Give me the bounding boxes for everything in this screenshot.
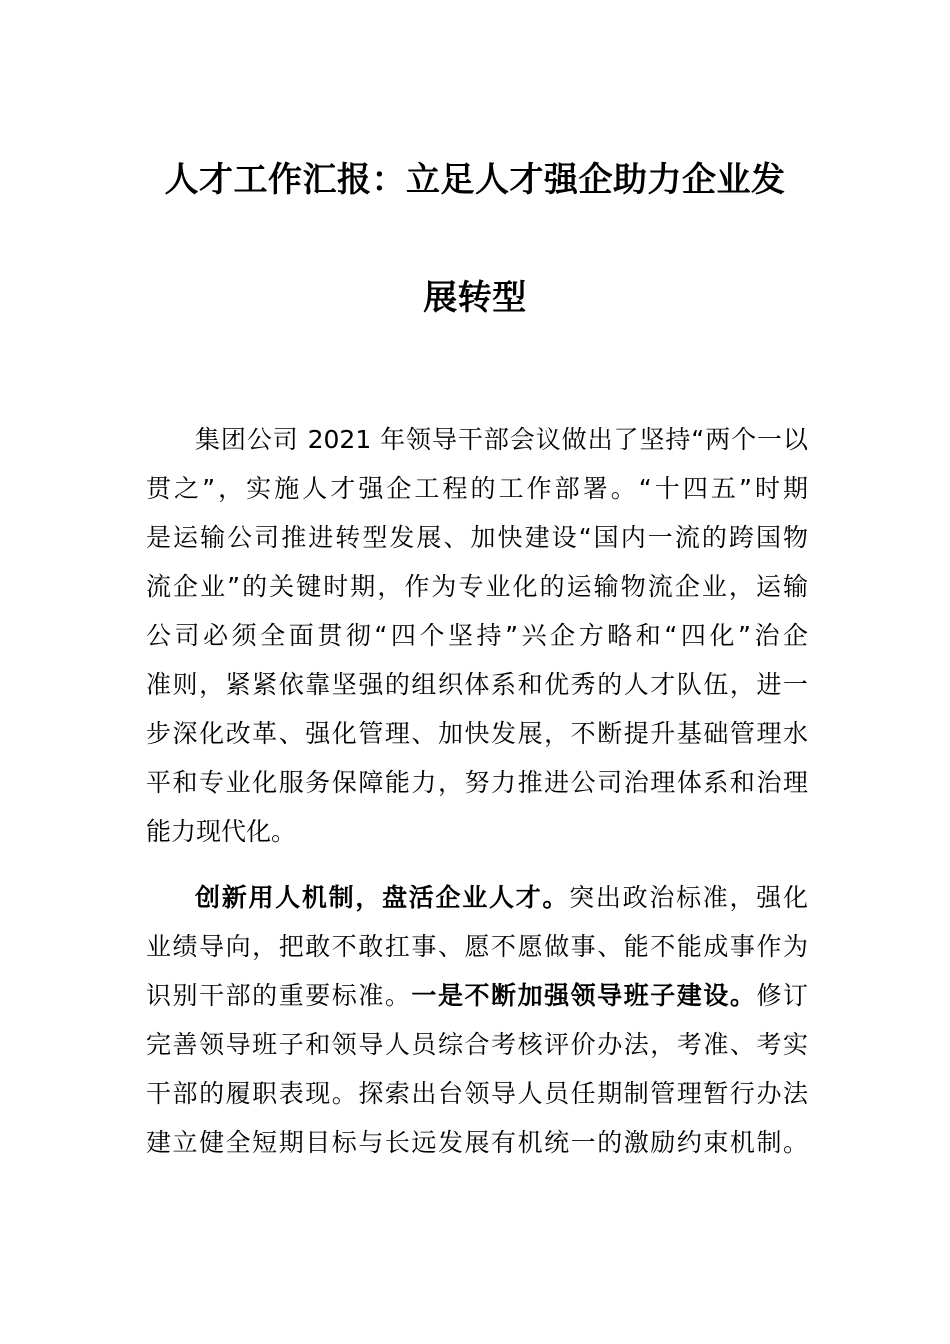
paragraph-2-line: 完善领导班子和领导人员综合考核评价办法，考准、考实 bbox=[146, 1030, 808, 1059]
paragraph-1-line: 流企业”的关键时期，作为专业化的运输物流企业，运输 bbox=[146, 572, 808, 601]
paragraph-2-line bbox=[195, 880, 808, 916]
paragraph-2-text: 突出政治标准，强化 bbox=[569, 883, 808, 912]
paragraph-1-line: 集团公司 2021 年领导干部会议做出了坚持“两个一以 bbox=[195, 425, 808, 454]
paragraph-2-line: 建立健全短期目标与长远发展有机统一的激励约束机制。 bbox=[146, 1128, 808, 1157]
paragraph-1-line: 步深化改革、强化管理、加快发展，不断提升基础管理水 bbox=[146, 719, 808, 748]
paragraph-2-subheading: 一是不断加强领导班子建设。 bbox=[411, 981, 757, 1010]
paragraph-2-line bbox=[146, 978, 808, 1014]
paragraph-1-line: 贯之”，实施人才强企工程的工作部署。“十四五”时期 bbox=[146, 474, 808, 503]
paragraph-1-line: 是运输公司推进转型发展、加快建设“国内一流的跨国物 bbox=[146, 523, 808, 552]
paragraph-1-line: 平和专业化服务保障能力，努力推进公司治理体系和治理 bbox=[146, 768, 808, 797]
paragraph-2-heading: 创新用人机制，盘活企业人才。 bbox=[195, 883, 570, 912]
paragraph-1-line: 准则，紧紧依靠坚强的组织体系和优秀的人才队伍，进一 bbox=[146, 670, 808, 699]
paragraph-2-line: 干部的履职表现。探索出台领导人员任期制管理暂行办法 bbox=[146, 1079, 808, 1108]
paragraph-2-text: 识别干部的重要标准。 bbox=[146, 981, 412, 1010]
paragraph-2-text: 修订 bbox=[756, 981, 808, 1010]
paragraph-1-line: 公司必须全面贯彻“四个坚持”兴企方略和“四化”治企 bbox=[146, 621, 808, 650]
document-title-line-1: 人才工作汇报：立足人才强企助力企业发 bbox=[164, 160, 786, 200]
paragraph-2-line: 业绩导向，把敢不敢扛事、愿不愿做事、能不能成事作为 bbox=[146, 932, 808, 961]
paragraph-1-line: 能力现代化。 bbox=[146, 817, 297, 846]
document-title-line-2: 展转型 bbox=[423, 278, 527, 318]
